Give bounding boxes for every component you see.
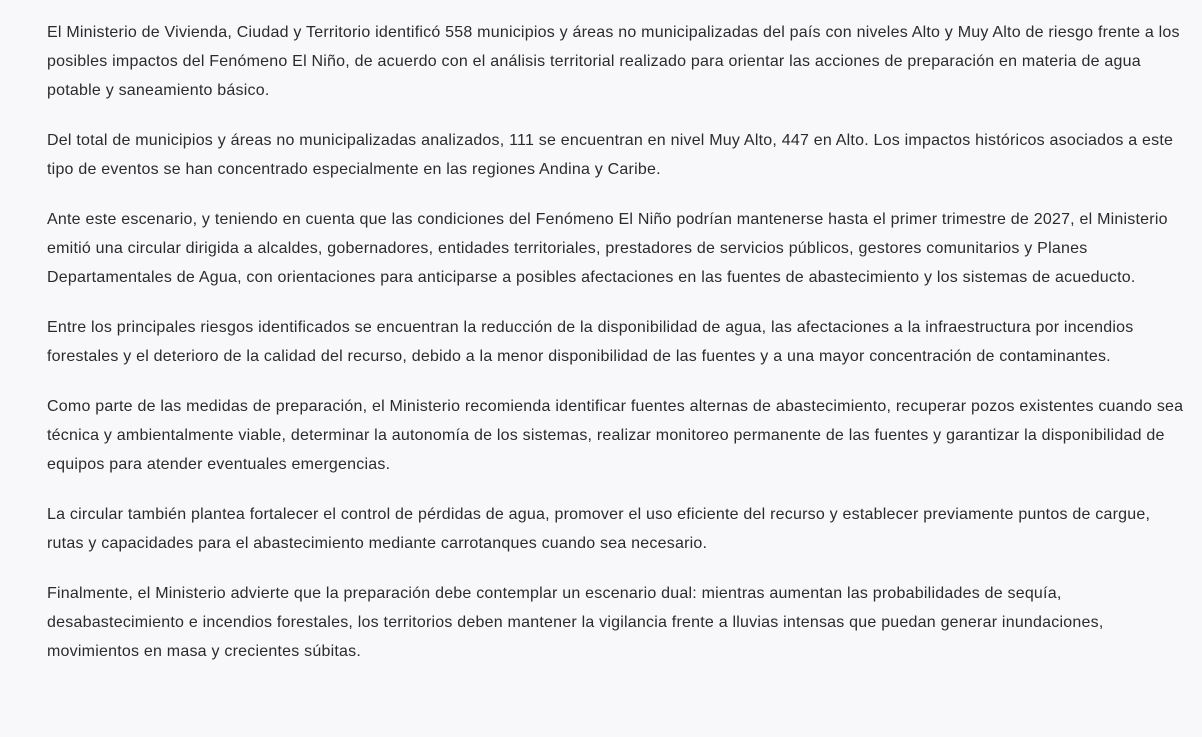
article-paragraph: Como parte de las medidas de preparación, el Ministerio recomienda identificar fuentes alternas de abastecimiento, recuperar pozos existentes cuando sea técnica y ambientalmente viable, determinar la autonomía de los sistemas, realizar monitoreo permanente de las fuentes y garantizar la disponibilidad de equipos para atender eventuales emergencias. [47,398,1184,473]
article-paragraph: Finalmente, el Ministerio advierte que la preparación debe contemplar un escenario dual: mientras aumentan las probabilidades de sequía, desabastecimiento e incendios forestales, los territorios deben mantener la vigilancia frente a lluvias intensas que puedan generar inundaciones, movimientos en masa y crecientes súbitas. [47,585,1104,660]
article-paragraph: Ante este escenario, y teniendo en cuenta que las condiciones del Fenómeno El Niño podrían mantenerse hasta el primer trimestre de 2027, el Ministerio emitió una circular dirigida a alcaldes, gobernadores, entidades territoriales, prestadores de servicios públicos, gestores comunitarios y Planes Departamentales de Agua, con orientaciones para anticiparse a posibles afectaciones en las fuentes de abastecimiento y los sistemas de acueducto. [47,211,1168,286]
article-paragraph: La circular también plantea fortalecer el control de pérdidas de agua, promover el uso eficiente del recurso y establecer previamente puntos de cargue, rutas y capacidades para el abastecimiento mediante carrotanques cuando sea necesario. [47,506,1151,552]
article-paragraph: El Ministerio de Vivienda, Ciudad y Territorio identificó 558 municipios y áreas no municipalizadas del país con niveles Alto y Muy Alto de riesgo frente a los posibles impactos del Fenómeno El Niño, de acuerdo con el análisis territorial realizado para orientar las acciones de preparación en materia de agua potable y saneamiento básico. [47,24,1180,99]
article-body [47,18,1187,687]
article-paragraph: Del total de municipios y áreas no municipalizadas analizados, 111 se encuentran en nivel Muy Alto, 447 en Alto. Los impactos históricos asociados a este tipo de eventos se han concentrado especialmente en las regiones Andina y Caribe. [47,132,1174,178]
article-paragraph: Entre los principales riesgos identificados se encuentran la reducción de la disponibilidad de agua, las afectaciones a la infraestructura por incendios forestales y el deterioro de la calidad del recurso, debido a la menor disponibilidad de las fuentes y a una mayor concentración de contaminantes. [47,319,1134,365]
